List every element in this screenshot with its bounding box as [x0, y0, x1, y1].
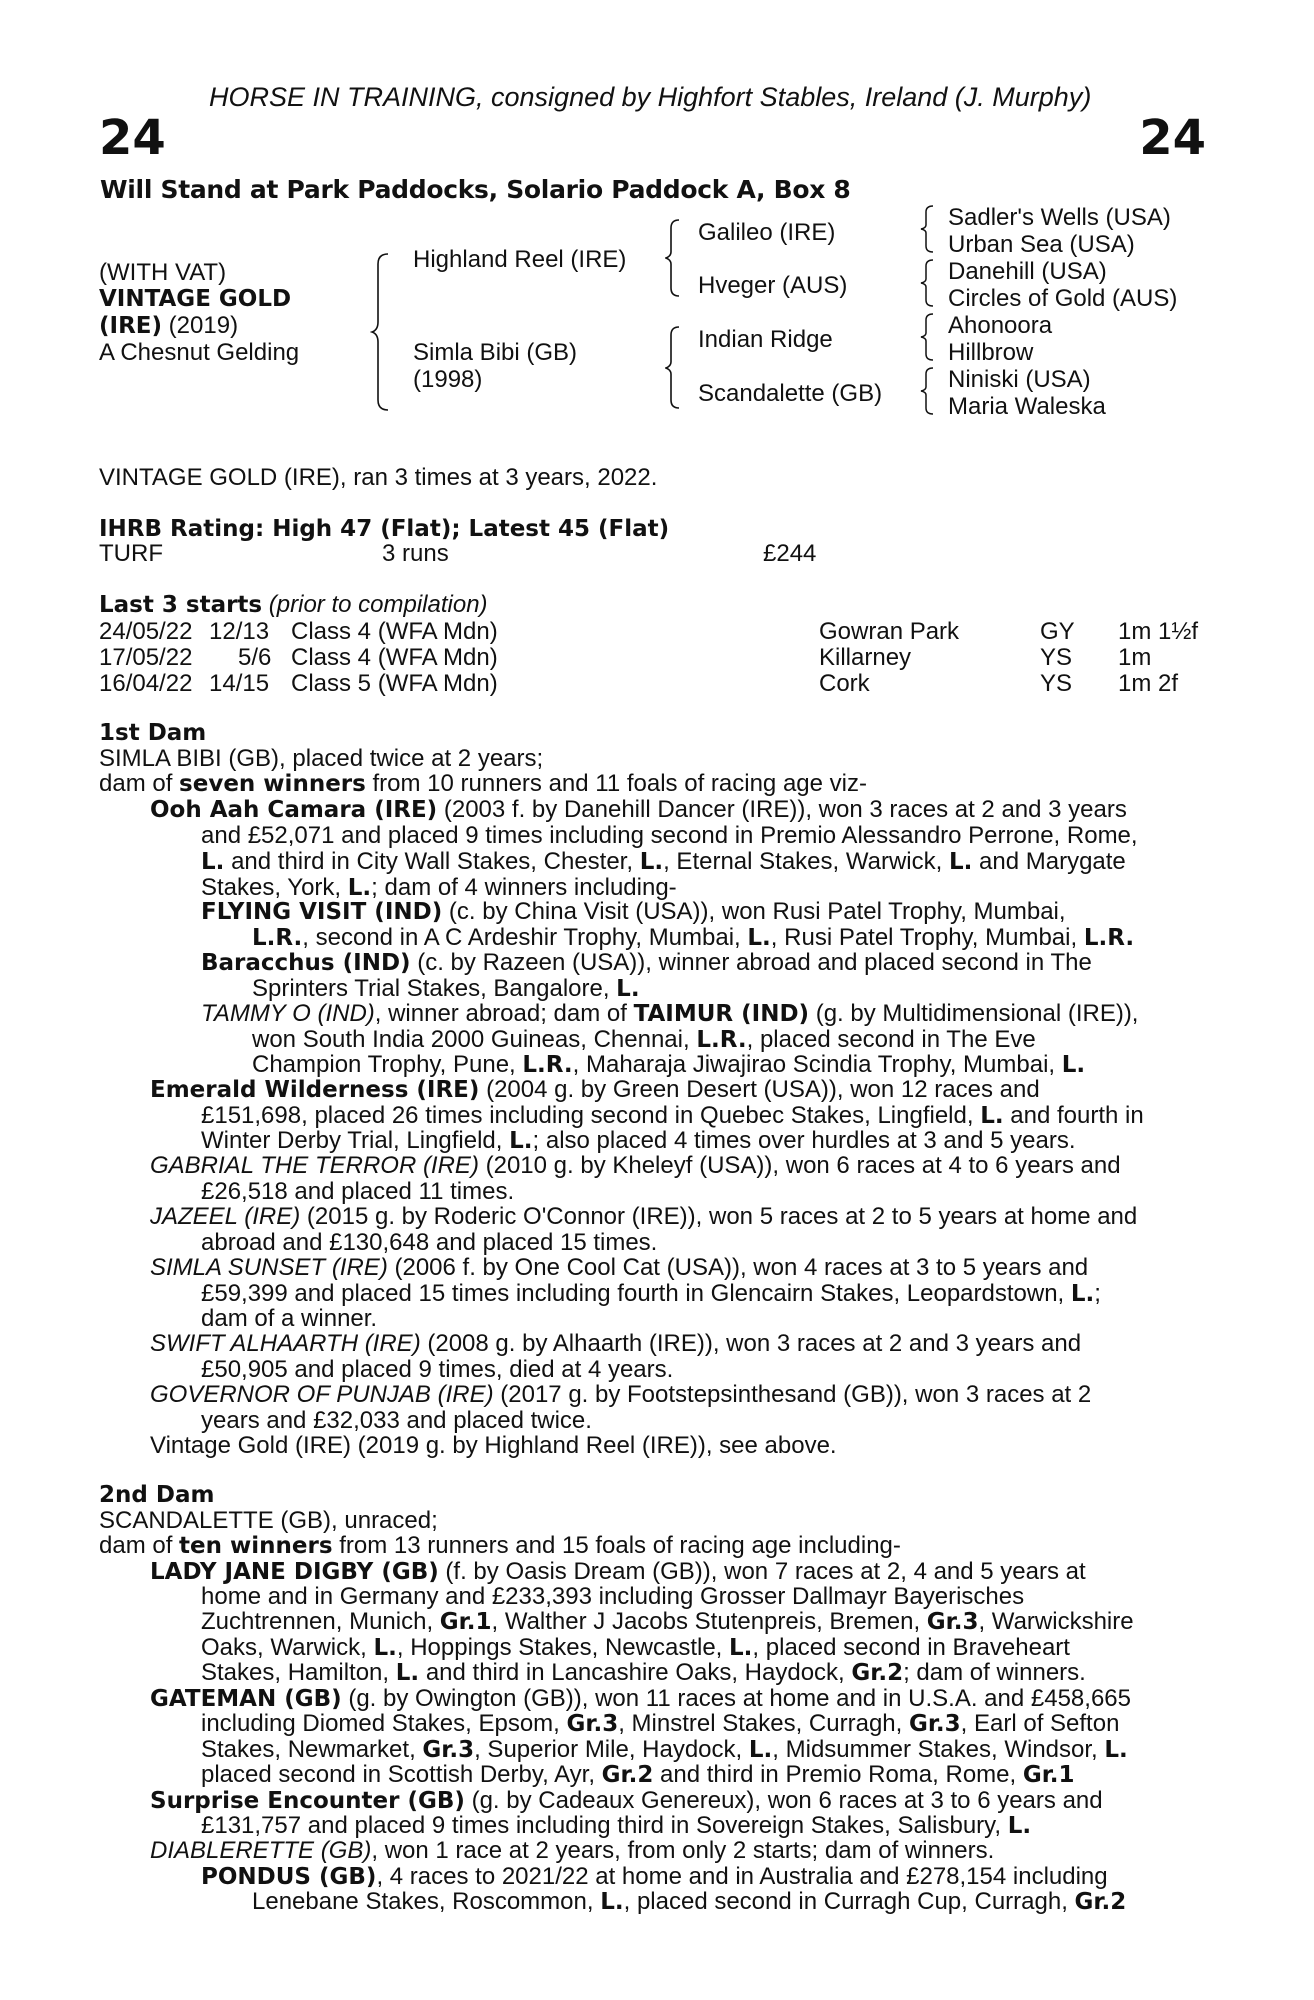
stand-location: Will Stand at Park Paddocks, Solario Paddock A, Box 8 — [100, 175, 851, 204]
produce-diablerette: DIABLERETTE (GB), won 1 race at 2 years, from only 2 starts; dam of winners. — [150, 1837, 995, 1864]
produce-ooh-aah-camara-detail: and £52,071 and placed 9 times including second in Premio Alessandro Perrone, Rome, L. and third in City Wall Stakes, Chester, L., Eternal Stakes, Warwick, L. and Marygate Stakes, York, L.; dam of 4 winners including- — [201, 822, 1138, 902]
produce-lady-jane-digby-detail-2: Zuchtrennen, Munich, Gr.1, Walther J Jacobs Stutenpreis, Bremen, Gr.3, Warwickshire — [201, 1608, 1134, 1635]
pedigree-ssd: Urban Sea (USA) — [948, 231, 1135, 258]
produce-tammy-o-detail-2: Champion Trophy, Pune, L.R., Maharaja Jiwajirao Scindia Trophy, Mumbai, L. — [252, 1051, 1086, 1078]
produce-emerald-wilderness-detail-2: Winter Derby Trial, Lingfield, L.; also placed 4 times over hurdles at 3 and 5 years. — [201, 1127, 1076, 1154]
pedigree-brace-main — [370, 252, 400, 412]
pedigree-sd: Hveger (AUS) — [698, 272, 848, 299]
produce-swift-alhaarth-detail: £50,905 and placed 9 times, died at 4 years. — [201, 1356, 674, 1383]
start-class: Class 5 (WFA Mdn) — [291, 670, 498, 697]
pedigree-sss: Sadler's Wells (USA) — [948, 204, 1171, 231]
horse-origin-year: (IRE) (2019) — [99, 312, 239, 339]
rating-runs: 3 runs — [382, 540, 449, 567]
start-distance: 1m 1½f — [1118, 618, 1199, 645]
lot-number-right: 24 — [1139, 110, 1206, 166]
pedigree-ss: Galileo (IRE) — [698, 219, 836, 246]
rating-heading: IHRB Rating: High 47 (Flat); Latest 45 (Flat) — [99, 516, 670, 542]
pedigree-dds: Niniski (USA) — [948, 366, 1091, 393]
produce-baracchus-detail: Sprinters Trial Stakes, Bangalore, L. — [252, 975, 640, 1002]
pedigree-dsd: Hillbrow — [948, 339, 1034, 366]
produce-tammy-o: TAMMY O (IND), winner abroad; dam of TAIMUR (IND) (g. by Multidimensional (IRE)), — [201, 1000, 1139, 1027]
produce-lady-jane-digby-detail: home and in Germany and £233,393 including Grosser Dallmayr Bayerisches — [201, 1583, 1025, 1610]
produce-baracchus: Baracchus (IND) (c. by Razeen (USA)), winner abroad and placed second in The — [201, 949, 1092, 976]
pedigree-ds: Indian Ridge — [698, 326, 833, 353]
start-class: Class 4 (WFA Mdn) — [291, 644, 498, 671]
catalogue-header: HORSE IN TRAINING, consigned by Highfort Stables, Ireland (J. Murphy) — [209, 82, 1092, 112]
second-dam-line: SCANDALETTE (GB), unraced; — [99, 1507, 438, 1534]
horse-name: VINTAGE GOLD — [99, 286, 292, 312]
start-position: 14/15 — [209, 670, 270, 697]
first-dam-produce-summary: dam of seven winners from 10 runners and 11 foals of racing age viz- — [99, 770, 867, 797]
produce-jazeel: JAZEEL (IRE) (2015 g. by Roderic O'Connor (IRE)), won 5 races at 2 to 5 years at home and — [150, 1203, 1138, 1230]
start-going: YS — [1040, 644, 1073, 671]
pedigree-sdd: Circles of Gold (AUS) — [948, 285, 1178, 312]
pedigree-dam-year: (1998) — [413, 366, 483, 393]
pedigree-dam: Simla Bibi (GB) — [413, 339, 578, 366]
start-position: 12/13 — [209, 618, 270, 645]
start-date: 16/04/22 — [99, 670, 193, 697]
race-summary: VINTAGE GOLD (IRE), ran 3 times at 3 years, 2022. — [99, 464, 658, 491]
last-starts-heading: Last 3 starts (prior to compilation) — [99, 591, 488, 618]
produce-emerald-wilderness-detail: £151,698, placed 26 times including second in Quebec Stakes, Lingfield, L. and fourth in — [201, 1102, 1144, 1129]
produce-swift-alhaarth: SWIFT ALHAARTH (IRE) (2008 g. by Alhaarth (IRE)), won 3 races at 2 and 3 years and — [150, 1330, 1082, 1357]
produce-lady-jane-digby-detail-4: Stakes, Hamilton, L. and third in Lancashire Oaks, Haydock, Gr.2; dam of winners. — [201, 1659, 1086, 1686]
rating-earnings: £244 — [763, 540, 817, 567]
start-distance: 1m 2f — [1118, 670, 1179, 697]
second-dam-heading: 2nd Dam — [99, 1482, 215, 1508]
produce-surprise-encounter-detail: £131,757 and placed 9 times including third in Sovereign Stakes, Salisbury, L. — [201, 1812, 1032, 1839]
produce-gateman: GATEMAN (GB) (g. by Owington (GB)), won 11 races at home and in U.S.A. and £458,665 — [150, 1685, 1131, 1712]
produce-governor-detail: years and £32,033 and placed twice. — [201, 1407, 592, 1434]
produce-simla-sunset: SIMLA SUNSET (IRE) (2006 f. by One Cool Cat (USA)), won 4 races at 3 to 5 years and — [150, 1254, 1089, 1281]
start-distance: 1m — [1118, 644, 1152, 671]
produce-pondus: PONDUS (GB), 4 races to 2021/22 at home and in Australia and £278,154 including — [201, 1863, 1108, 1890]
produce-lady-jane-digby-detail-3: Oaks, Warwick, L., Hoppings Stakes, Newcastle, L., placed second in Braveheart — [201, 1634, 1070, 1661]
start-going: GY — [1040, 618, 1075, 645]
produce-pondus-detail: Lenebane Stakes, Roscommon, L., placed second in Curragh Cup, Curragh, Gr.2 — [252, 1888, 1127, 1915]
start-going: YS — [1040, 670, 1073, 697]
produce-lady-jane-digby: LADY JANE DIGBY (GB) (f. by Oasis Dream (GB)), won 7 races at 2, 4 and 5 years at — [150, 1558, 1086, 1585]
produce-gabrial-the-terror: GABRIAL THE TERROR (IRE) (2010 g. by Kheleyf (USA)), won 6 races at 4 to 6 years and — [150, 1152, 1121, 1179]
start-position: 5/6 — [238, 644, 272, 671]
produce-gateman-detail-2: Stakes, Newmarket, Gr.3, Superior Mile, Haydock, L., Midsummer Stakes, Windsor, L. — [201, 1736, 1128, 1763]
produce-ooh-aah-camara: Ooh Aah Camara (IRE) (2003 f. by Danehill Dancer (IRE)), won 3 races at 2 and 3 years — [150, 796, 1127, 823]
start-course: Gowran Park — [819, 618, 960, 645]
produce-tammy-o-detail: won South India 2000 Guineas, Chennai, L.R., placed second in The Eve — [252, 1026, 1036, 1053]
horse-description: A Chesnut Gelding — [99, 339, 300, 366]
pedigree-brace-dd — [920, 366, 938, 416]
produce-flying-visit: FLYING VISIT (IND) (c. by China Visit (USA)), won Rusi Patel Trophy, Mumbai, — [201, 898, 1066, 925]
produce-gabrial-detail: £26,518 and placed 11 times. — [201, 1178, 515, 1205]
pedigree-brace-sire — [665, 218, 685, 298]
rating-surface: TURF — [99, 540, 163, 567]
vat-label: (WITH VAT) — [99, 259, 227, 286]
start-date: 24/05/22 — [99, 618, 193, 645]
produce-vintage-gold: Vintage Gold (IRE) (2019 g. by Highland Reel (IRE)), see above. — [150, 1432, 837, 1459]
produce-simla-sunset-detail-2: dam of a winner. — [201, 1305, 378, 1332]
pedigree-dd: Scandalette (GB) — [698, 380, 883, 407]
start-course: Killarney — [819, 644, 912, 671]
first-dam-heading: 1st Dam — [99, 720, 207, 746]
pedigree-sds: Danehill (USA) — [948, 258, 1107, 285]
pedigree-brace-ss — [920, 204, 938, 254]
pedigree-ddd: Maria Waleska — [948, 393, 1106, 420]
pedigree-brace-ds — [920, 312, 938, 362]
produce-gateman-detail: including Diomed Stakes, Epsom, Gr.3, Minstrel Stakes, Curragh, Gr.3, Earl of Sefton — [201, 1710, 1120, 1737]
start-date: 17/05/22 — [99, 644, 193, 671]
pedigree-brace-dam — [665, 325, 685, 410]
produce-governor-of-punjab: GOVERNOR OF PUNJAB (IRE) (2017 g. by Footstepsinthesand (GB)), won 3 races at 2 — [150, 1381, 1092, 1408]
pedigree-sire: Highland Reel (IRE) — [413, 246, 627, 273]
produce-simla-sunset-detail: £59,399 and placed 15 times including fourth in Glencairn Stakes, Leopardstown, L.; — [201, 1280, 1101, 1307]
start-class: Class 4 (WFA Mdn) — [291, 618, 498, 645]
produce-flying-visit-detail: L.R., second in A C Ardeshir Trophy, Mumbai, L., Rusi Patel Trophy, Mumbai, L.R. — [252, 924, 1135, 951]
produce-emerald-wilderness: Emerald Wilderness (IRE) (2004 g. by Green Desert (USA)), won 12 races and — [150, 1076, 1040, 1103]
pedigree-dss: Ahonoora — [948, 312, 1053, 339]
pedigree-brace-sd — [920, 258, 938, 308]
lot-number-left: 24 — [99, 110, 166, 166]
first-dam-line: SIMLA BIBI (GB), placed twice at 2 years; — [99, 745, 544, 772]
produce-gateman-detail-3: placed second in Scottish Derby, Ayr, Gr.2 and third in Premio Roma, Rome, Gr.1 — [201, 1761, 1075, 1788]
produce-jazeel-detail: abroad and £130,648 and placed 15 times. — [201, 1229, 658, 1256]
start-course: Cork — [819, 670, 870, 697]
second-dam-produce-summary: dam of ten winners from 13 runners and 15 foals of racing age including- — [99, 1532, 901, 1559]
produce-surprise-encounter: Surprise Encounter (GB) (g. by Cadeaux Genereux), won 6 races at 3 to 6 years and — [150, 1787, 1103, 1814]
